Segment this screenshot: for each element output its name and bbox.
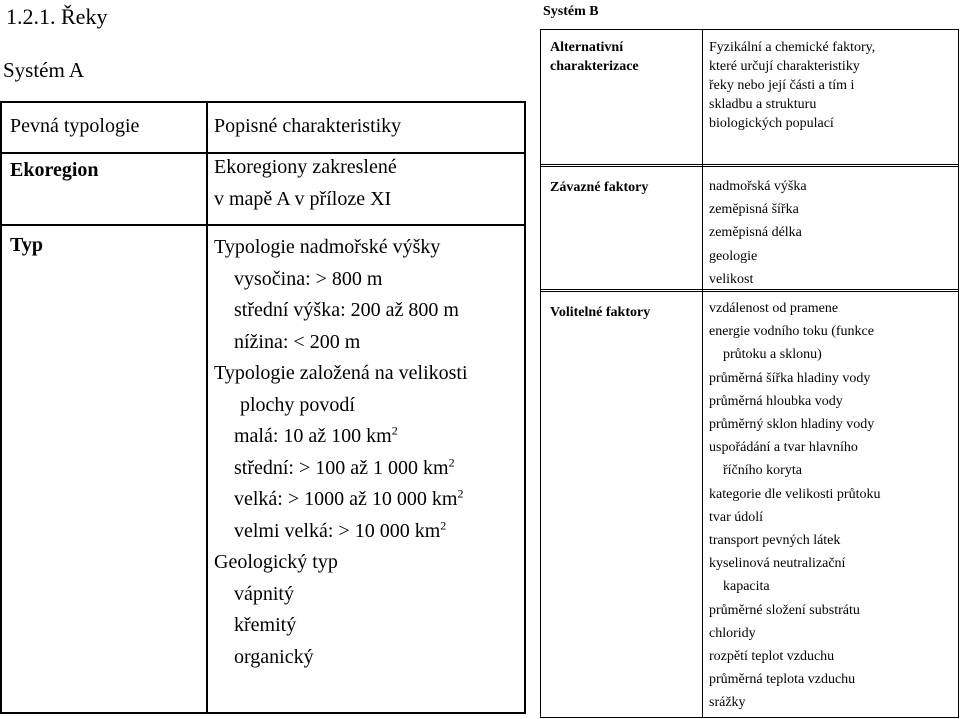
optional-factor: průměrná šířka hladiny vody bbox=[709, 370, 871, 386]
optional-factors-list bbox=[709, 297, 880, 715]
geological-item: vápnitý bbox=[234, 582, 294, 605]
geological-type-title: Geologický typ bbox=[214, 551, 338, 573]
size-item: velmi velká: > 10 000 $km^2$ bbox=[234, 517, 447, 542]
mandatory-factor: nadmořská výška bbox=[709, 179, 807, 194]
alt-line: biologických populací bbox=[709, 116, 834, 131]
optional-factor: transport pevných látek bbox=[709, 533, 841, 549]
optional-factor: průměrné složení substrátu bbox=[709, 602, 860, 618]
table-a-row-divider bbox=[2, 224, 524, 226]
alt-line: Fyzikální a chemické faktory, bbox=[709, 40, 876, 55]
optional-factor: kyselinová neutralizační bbox=[709, 556, 846, 572]
optional-factor: uspořádání a tvar hlavního bbox=[709, 440, 858, 456]
optional-factor: kapacita bbox=[723, 579, 770, 595]
system-b-title: Systém B bbox=[543, 4, 599, 19]
mandatory-factor: velikost bbox=[709, 271, 754, 287]
table-b-row-divider bbox=[541, 164, 958, 167]
size-typology-title: Typologie založená na velikosti bbox=[214, 362, 468, 384]
ekoregion-description bbox=[214, 152, 397, 215]
optional-factor: vzdálenost od pramene bbox=[709, 301, 839, 316]
altitude-item: vysočina: > 800 m bbox=[234, 267, 383, 290]
typ-label: Typ bbox=[10, 234, 43, 256]
size-typology-title-cont: plochy povodí bbox=[240, 393, 355, 416]
ekoregion-line: Ekoregiony zakreslené bbox=[214, 156, 397, 178]
alternative-characterization-text bbox=[709, 38, 875, 133]
altitude-item: střední výška: 200 až 800 m bbox=[234, 299, 459, 321]
table-a-column-divider bbox=[206, 103, 208, 712]
mandatory-factor: zeměpisná délka bbox=[709, 225, 802, 241]
optional-factors-label: Volitelné faktory bbox=[550, 305, 651, 320]
mandatory-factors-list bbox=[709, 175, 807, 291]
header-descriptive-characteristics: Popisné charakteristiky bbox=[214, 115, 402, 137]
mandatory-factor: zeměpisná šířka bbox=[709, 202, 799, 218]
alt-line: které určují charakteristiky bbox=[709, 59, 860, 74]
size-item: střední: > 100 až 1 000 $km^2$ bbox=[234, 454, 455, 479]
typ-description bbox=[214, 232, 468, 673]
system-a-title: Systém A bbox=[3, 58, 85, 82]
optional-factor: průtoku a sklonu) bbox=[723, 347, 822, 363]
optional-factor: průměrný sklon hladiny vody bbox=[709, 417, 875, 433]
header-fixed-typology: Pevná typologie bbox=[10, 115, 140, 137]
altitude-typology-title: Typologie nadmořské výšky bbox=[214, 236, 441, 258]
optional-factor: tvar údolí bbox=[709, 509, 764, 525]
altitude-item: nížina: < 200 m bbox=[234, 330, 361, 353]
optional-factor: rozpětí teplot vzduchu bbox=[709, 649, 835, 665]
alternative-characterization-label: Alternativní charakterizace bbox=[550, 40, 639, 74]
geological-item: křemitý bbox=[234, 614, 297, 636]
mandatory-factor: geologie bbox=[709, 248, 758, 264]
geological-item: organický bbox=[234, 645, 314, 668]
table-b-column-divider bbox=[702, 30, 703, 717]
section-title: 1.2.1. Řeky bbox=[6, 4, 108, 29]
alt-line: řeky nebo její části a tím i bbox=[709, 78, 855, 93]
optional-factor: průměrná teplota vzduchu bbox=[709, 672, 856, 688]
ekoregion-label: Ekoregion bbox=[10, 159, 99, 181]
size-item: velká: > 1000 až 10 000 $km^2$ bbox=[234, 486, 464, 510]
system-a-table bbox=[0, 101, 526, 714]
optional-factor: kategorie dle velikosti průtoku bbox=[709, 486, 881, 502]
alt-line: skladbu a strukturu bbox=[709, 97, 817, 112]
optional-factor: průměrná hloubka vody bbox=[709, 393, 843, 409]
size-item: malá: 10 až 100 $km^2$ bbox=[234, 423, 398, 447]
optional-factor: říčního koryta bbox=[723, 463, 802, 479]
ekoregion-line: v mapě A v příloze XI bbox=[214, 187, 392, 210]
optional-factor: chloridy bbox=[709, 625, 756, 641]
mandatory-factors-label: Závazné faktory bbox=[550, 180, 649, 195]
system-b-table bbox=[540, 29, 959, 718]
optional-factor: srážky bbox=[709, 695, 746, 711]
optional-factor: energie vodního toku (funkce bbox=[709, 324, 874, 340]
